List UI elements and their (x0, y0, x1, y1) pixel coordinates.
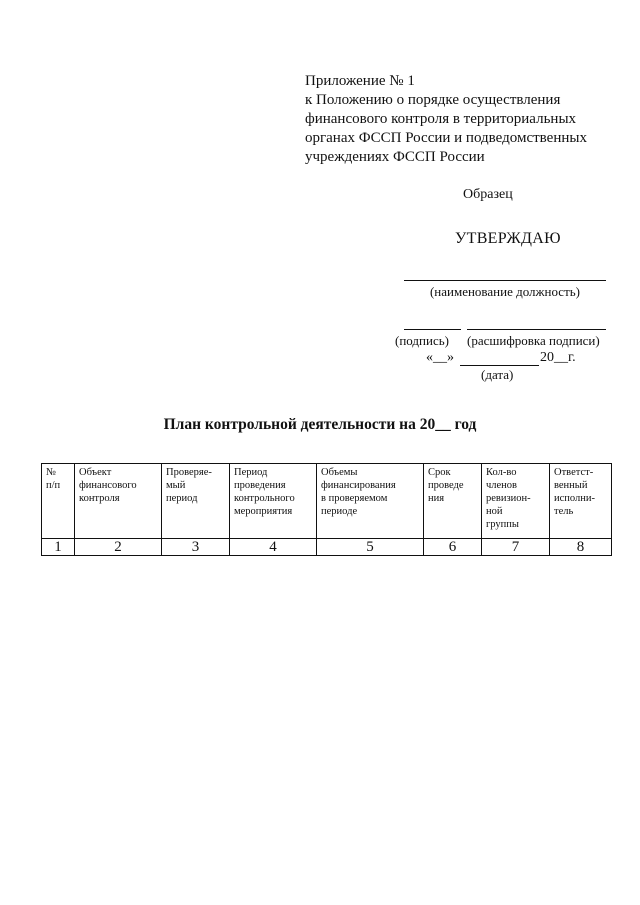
table-number-row (42, 539, 612, 556)
signature-decoding-line (467, 329, 606, 330)
col-header-object-text: Объект финансового контроля (79, 467, 137, 504)
table-cell: 5 (317, 539, 424, 556)
table-header-row (42, 464, 612, 539)
col-header-duration-text: Срок проведе ния (428, 467, 464, 504)
appendix-line-3: финансового контроля в территориальных (305, 111, 577, 127)
appendix-line-2: к Положению о порядке осуществления (305, 92, 561, 108)
appendix-line-5: учреждениях ФССП России (305, 149, 485, 165)
col-header-object (75, 464, 162, 539)
col-header-event-period-text: Период проведения контрольного мероприятия (234, 467, 295, 517)
table-cell: 1 (42, 539, 75, 556)
appendix-line-1: Приложение № 1 (305, 73, 415, 89)
col-header-group-size (482, 464, 550, 539)
col-header-audited-period (162, 464, 230, 539)
date-month-line (460, 365, 539, 366)
table-cell: 3 (162, 539, 230, 556)
col-header-number (42, 464, 75, 539)
table-cell: 8 (550, 539, 612, 556)
approval-heading: УТВЕРЖДАЮ (455, 230, 561, 247)
plan-table (41, 463, 612, 556)
plan-title: План контрольной деятельности на 20__ год (163, 416, 477, 433)
date-caption: (дата) (481, 367, 514, 382)
signature-line (404, 329, 461, 330)
table-cell: 4 (230, 539, 317, 556)
table-cell: 7 (482, 539, 550, 556)
date-year: 20__г. (540, 350, 576, 365)
col-header-event-period (230, 464, 317, 539)
col-header-group-size-text: Кол-во членов ревизион- ной группы (486, 467, 531, 530)
col-header-audited-period-text: Проверяе- мый период (166, 467, 212, 504)
signature-caption: (подпись) (395, 333, 449, 348)
col-header-responsible-text: Ответст- венный исполни- тель (554, 467, 595, 517)
table-cell: 6 (424, 539, 482, 556)
appendix-line-4: органах ФССП России и подведомственных (305, 130, 587, 146)
appendix-reference (305, 72, 625, 167)
sample-label: Образец (463, 187, 513, 202)
col-header-funding (317, 464, 424, 539)
date-day: «__» (426, 350, 454, 365)
position-caption: (наименование должность) (429, 284, 581, 299)
table-cell: 2 (75, 539, 162, 556)
col-header-duration (424, 464, 482, 539)
position-line (404, 280, 606, 281)
signature-decoding-caption: (расшифровка подписи) (467, 333, 600, 348)
col-header-number-text: № п/п (46, 467, 61, 491)
col-header-responsible (550, 464, 612, 539)
col-header-funding-text: Объемы финансирования в проверяемом периоде (321, 467, 396, 517)
